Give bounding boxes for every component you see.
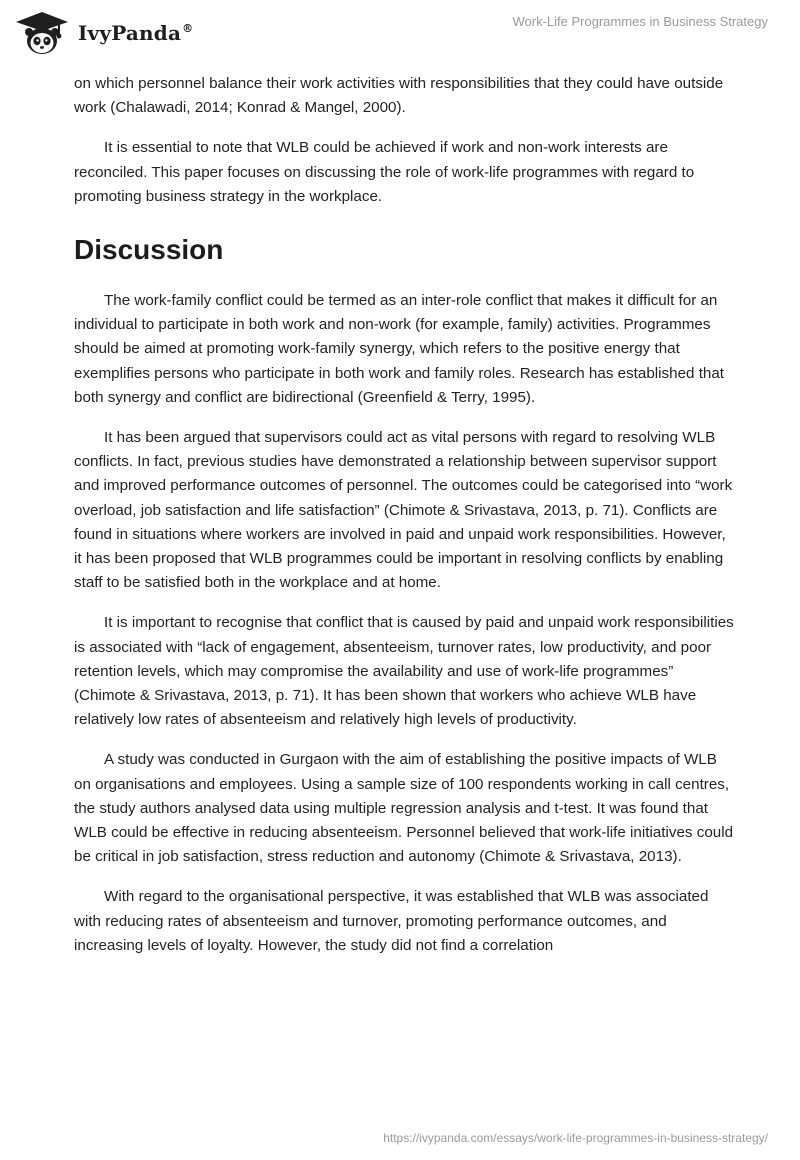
paragraph: With regard to the organisational perspective, it was established that WLB was associated with reducing rates of absenteeism and turnover, promoting performance outcomes, and increasing levels of loyalty. However, the study did not find a correlation [74, 888, 709, 954]
paragraph: A study was conducted in Gurgaon with the aim of establishing the positive impacts of WLB on organisations and employees. Using a sample size of 100 respondents working in call centres, the study authors analysed data using multiple regression analysis and t-test. It was found that WLB could be effective in reducing absenteeism. Personnel believed that work-life initiatives could be critical in job satisfaction, stress reduction and autonomy (Chimote & Srivastava, 2013). [74, 751, 734, 866]
paragraph: The work-family conflict could be termed as an inter-role conflict that makes it difficult for an individual to participate in both work and non-work (for example, family) activities. Programmes should be aimed at promoting work-family synergy, which refers to the positive energy that exemplifies persons who participate in both work and family roles. Research has established that both synergy and conflict are bidirectional (Greenfield & Terry, 1995). [74, 292, 725, 406]
paragraph: It is important to recognise that conflict that is caused by paid and unpaid work responsibilities is associated with “lack of engagement, absenteeism, turnover rates, low productivity, and poor retention levels, which may compromise the availability and use of work-life programmes” (Chimote & Srivastava, 2013, p. 71). It has been shown that workers who achieve WLB have relatively low rates of absenteeism and relatively high levels of productivity. [74, 614, 734, 729]
page-header [0, 0, 800, 70]
source-url[interactable]: https://ivypanda.com/essays/work-life-programmes-in-business-strategy/ [383, 1131, 768, 1145]
ivypanda-logo[interactable] [14, 10, 193, 56]
panda-graduate-icon [14, 10, 70, 56]
document-title: Work-Life Programmes in Business Strategy [512, 14, 768, 29]
section-heading: Discussion [74, 234, 224, 266]
brand-name: IvyPanda® [78, 21, 194, 45]
essay-body [74, 72, 734, 974]
paragraph: It is essential to note that WLB could be achieved if work and non-work interests are reconciled. This paper focuses on discussing the role of work-life programmes with regard to promoting business strategy in the workplace. [74, 139, 695, 205]
paragraph: It has been argued that supervisors could act as vital persons with regard to resolving WLB conflicts. In fact, previous studies have demonstrated a relationship between supervisor support and improved performance outcomes of personnel. The outcomes could be categorised into “work overload, job satisfaction and life satisfaction” (Chimote & Srivastava, 2013, p. 71). Conflicts are found in situations where workers are involved in paid and unpaid work responsibilities. However, it has been proposed that WLB programmes could be important in resolving conflicts by enabling staff to be satisfied both in the workplace and at home. [74, 429, 733, 592]
registered-mark: ® [182, 22, 194, 36]
paragraph-continuation: on which personnel balance their work activities with responsibilities that they could have outside work (Chalawadi, 2014; Konrad & Mangel, 2000). [74, 75, 724, 117]
